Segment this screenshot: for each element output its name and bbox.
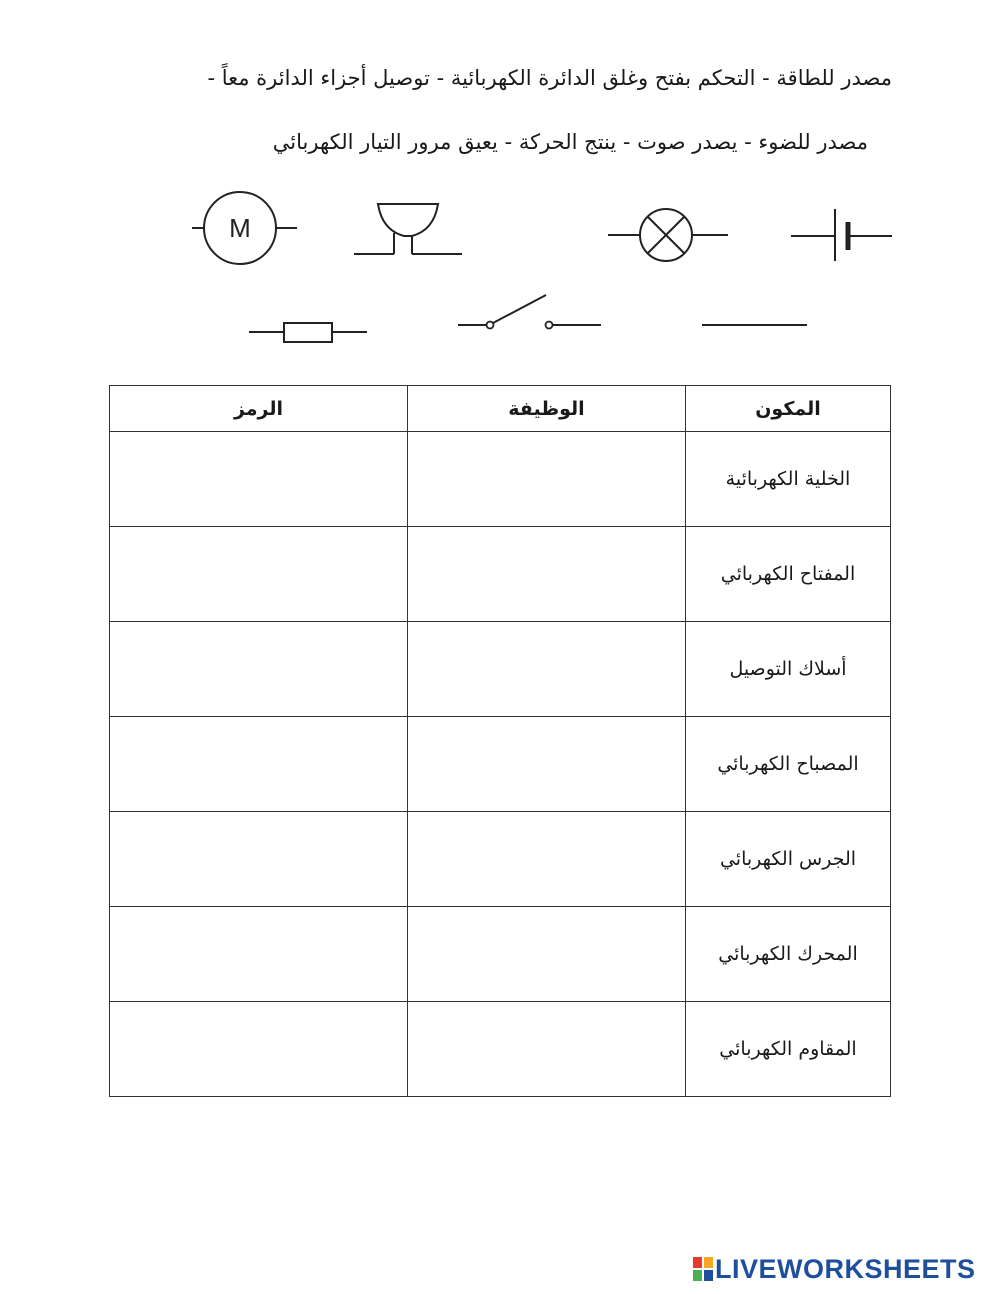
- component-cell: المحرك الكهربائي: [686, 907, 891, 1002]
- function-answer-cell[interactable]: [408, 1002, 686, 1097]
- function-answer-cell[interactable]: [408, 812, 686, 907]
- components-table: [109, 385, 891, 1097]
- cell-symbol: [788, 205, 894, 265]
- component-cell: الجرس الكهربائي: [686, 812, 891, 907]
- table-header-row: [110, 386, 891, 432]
- table-row: [110, 527, 891, 622]
- symbol-answer-cell[interactable]: [110, 812, 408, 907]
- function-answer-cell[interactable]: [408, 622, 686, 717]
- table-row: [110, 717, 891, 812]
- function-answer-cell[interactable]: [408, 717, 686, 812]
- table-row: [110, 622, 891, 717]
- symbol-answer-cell[interactable]: [110, 1002, 408, 1097]
- word-bank-line-1: مصدر للطاقة - التحكم بفتح وغلق الدائرة الكهربائية - توصيل أجزاء الدائرة معاً -: [207, 66, 892, 90]
- component-cell: أسلاك التوصيل: [686, 622, 891, 717]
- word-bank-line-2: مصدر للضوء - يصدر صوت - ينتج الحركة - يعيق مرور التيار الكهربائي: [272, 130, 868, 154]
- liveworksheets-logo-icon: [693, 1257, 713, 1281]
- function-answer-cell[interactable]: [408, 907, 686, 1002]
- table-row: [110, 1002, 891, 1097]
- logo-text: LIVEWORKSHEETS: [715, 1253, 976, 1284]
- header-symbol: الرمز: [110, 386, 408, 432]
- table-row: [110, 812, 891, 907]
- header-function: الوظيفة: [408, 386, 686, 432]
- function-answer-cell[interactable]: [408, 432, 686, 527]
- component-cell: المفتاح الكهربائي: [686, 527, 891, 622]
- header-component: المكون: [686, 386, 891, 432]
- wire-symbol: [700, 318, 810, 332]
- symbol-answer-cell[interactable]: [110, 622, 408, 717]
- table-row: [110, 907, 891, 1002]
- bell-symbol: [350, 200, 465, 260]
- symbol-answer-cell[interactable]: [110, 907, 408, 1002]
- component-cell: الخلية الكهربائية: [686, 432, 891, 527]
- table-row: [110, 432, 891, 527]
- resistor-symbol: [246, 318, 370, 348]
- symbol-answer-cell[interactable]: [110, 432, 408, 527]
- switch-symbol: [455, 290, 605, 335]
- component-cell: المصباح الكهربائي: [686, 717, 891, 812]
- motor-symbol: [190, 190, 300, 270]
- liveworksheets-logo: [693, 1254, 976, 1284]
- component-cell: المقاوم الكهربائي: [686, 1002, 891, 1097]
- symbol-answer-cell[interactable]: [110, 717, 408, 812]
- lamp-symbol: [606, 205, 731, 265]
- motor-letter: M: [229, 213, 251, 243]
- symbol-answer-cell[interactable]: [110, 527, 408, 622]
- function-answer-cell[interactable]: [408, 527, 686, 622]
